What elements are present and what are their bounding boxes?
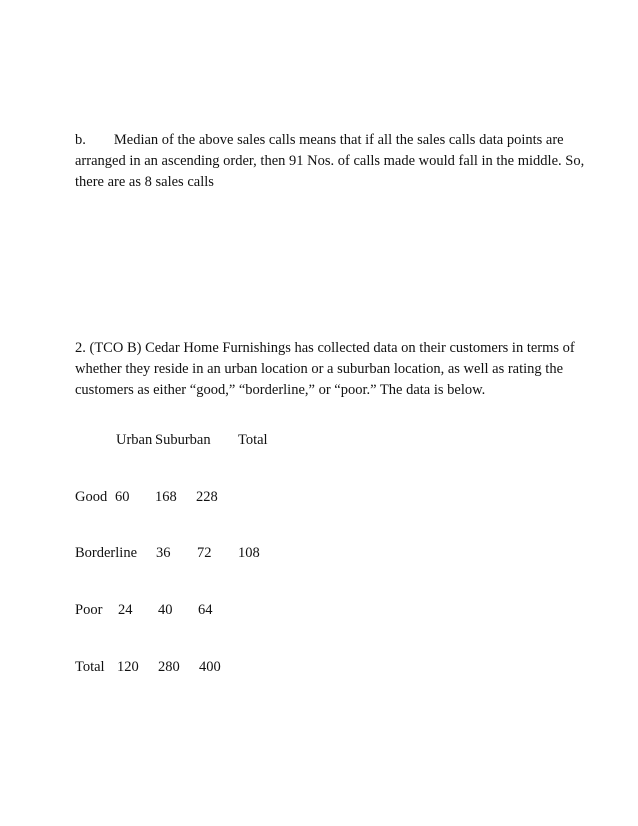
table-row-label-total: Total [75, 659, 105, 675]
table-cell-total-suburban: 280 [158, 659, 180, 675]
table-row-label-poor: Poor [75, 602, 103, 618]
table-cell-borderline-suburban: 72 [197, 545, 212, 561]
table-cell-poor-total: 64 [198, 602, 213, 618]
part-b-line-2: arranged in an ascending order, then 91 Nos. of calls made would fall in the middle. So, [75, 153, 585, 169]
question-2-line-3: customers as either “good,” “borderline,” or “poor.” The data is below. [75, 382, 486, 398]
table-header-urban: Urban [116, 432, 153, 448]
table-header-total: Total [238, 432, 268, 448]
table-cell-poor-urban: 24 [118, 602, 133, 618]
part-b-line-1 [75, 130, 564, 150]
table-cell-poor-suburban: 40 [158, 602, 173, 618]
table-cell-good-suburban: 168 [155, 489, 177, 505]
part-b-label: b. [75, 132, 86, 148]
table-cell-borderline-urban: 36 [156, 545, 171, 561]
table-cell-borderline-total: 108 [238, 545, 260, 561]
question-2-line-1: 2. (TCO B) Cedar Home Furnishings has collected data on their customers in terms of [75, 340, 575, 356]
table-row-label-good: Good [75, 489, 108, 505]
question-2-line-2: whether they reside in an urban location or a suburban location, as well as rating the [75, 361, 564, 377]
table-row-label-borderline: Borderline [75, 545, 138, 561]
table-cell-good-total: 228 [196, 489, 218, 505]
table-cell-total-total: 400 [199, 659, 221, 675]
table-cell-good-urban: 60 [115, 489, 130, 505]
part-b-line-3: there are as 8 sales calls [75, 174, 214, 190]
table-cell-total-urban: 120 [117, 659, 139, 675]
table-header-suburban: Suburban [155, 432, 211, 448]
part-b-text-1: Median of the above sales calls means that if all the sales calls data points are [113, 132, 564, 148]
